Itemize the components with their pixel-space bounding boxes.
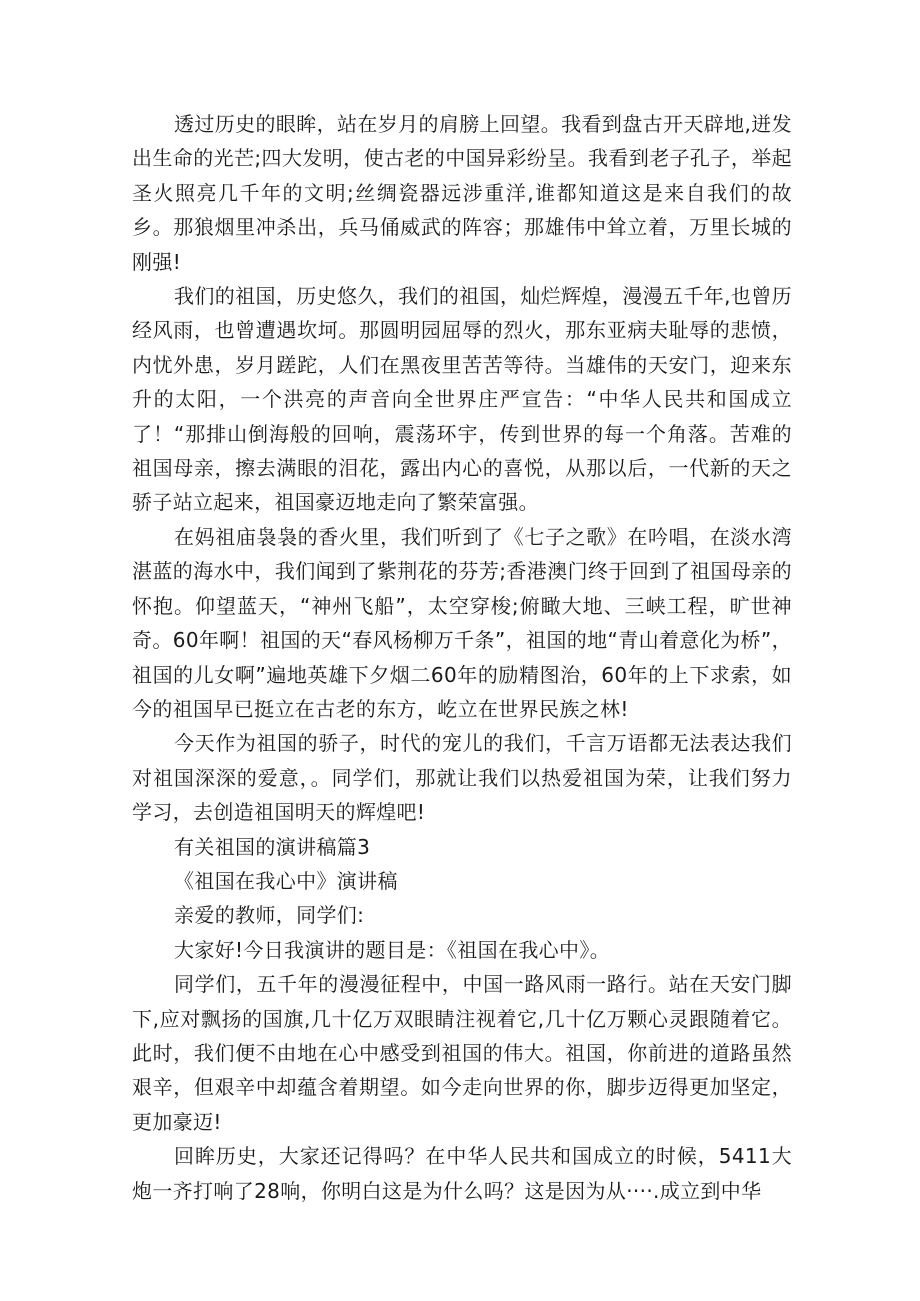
greeting: 大家好!今日我演讲的题目是：《祖国在我心中》。: [174, 937, 611, 962]
document-body: [132, 107, 792, 1208]
paragraph-pride-of-motherland: 今天作为祖国的骄子，时代的宠儿的我们，千言万语都无法表达我们对祖国深深的爱意，。同学们，那就让我们以热爱祖国为荣，让我们努力学习，去创造祖国明天的辉煌吧!: [132, 731, 792, 825]
speech-title: 《祖国在我心中》演讲稿: [174, 868, 398, 893]
section-title: 有关祖国的演讲稿篇3: [174, 834, 371, 859]
paragraph-looking-back: 回眸历史，大家还记得吗？在中华人民共和国成立的时候，5411大炮一齐打响了28响，你明白这是为什么吗？这是因为从····.成立到中华: [132, 1144, 792, 1203]
paragraph-history-gaze: 透过历史的眼眸，站在岁月的肩膀上回望。我看到盘古开天辟地,迸发出生命的光芒;四大发明，使古老的中国异彩纷呈。我看到老子孔子，举起圣火照亮几千年的文明;丝绸瓷器远涉重洋,谁都知道这是来自我们的故乡。那狼烟里冲杀出，兵马俑威武的阵容；那雄伟中耸立着，万里长城的刚强!: [132, 112, 792, 274]
paragraph-incense-and-achievements: 在妈祖庙袅袅的香火里，我们听到了《七子之歌》在吟唱，在淡水湾湛蓝的海水中，我们闻到了紫荆花的芬芳;香港澳门终于回到了祖国母亲的怀抱。仰望蓝天，“神州飞船”，太空穿梭;俯瞰大地、三峡工程，旷世神奇。60年啊！祖国的天“春风杨柳万千条”，祖国的地“青山着意化为桥”，祖国的儿女啊”遍地英雄下夕烟二60年的励精图治，60年的上下求索，如今的祖国早已挺立在古老的东方，屹立在世界民族之林!: [132, 524, 792, 721]
paragraph-motherland-history: 我们的祖国，历史悠久，我们的祖国，灿烂辉煌，漫漫五千年,也曾历经风雨，也曾遭遇坎坷。那圆明园屈辱的烈火，那东亚病夫耻辱的悲愤，内忧外患，岁月蹉跎，人们在黑夜里苦苦等待。当雄伟的天安门，迎来东升的太阳，一个洪亮的声音向全世界庄严宣告：“中华人民共和国成立了！“那排山倒海般的回响，震荡环宇，传到世界的每一个角落。苦难的祖国母亲，擦去满眼的泪花，露出内心的喜悦，从那以后，一代新的天之骄子站立起来，祖国豪迈地走向了繁荣富强。: [132, 284, 792, 515]
paragraph-five-thousand-years: 同学们，五千年的漫漫征程中，中国一路风雨一路行。站在天安门脚下,应对飘扬的国旗,几十亿万双眼睛注视着它,几十亿万颗心灵跟随着它。此时，我们便不由地在心中感受到祖国的伟大。祖国，你前进的道路虽然艰辛，但艰辛中却蕴含着期望。如今走向世界的你，脚步迈得更加坚定，更加豪迈!: [132, 972, 792, 1134]
salutation: 亲爱的教师，同学们:: [174, 903, 365, 928]
